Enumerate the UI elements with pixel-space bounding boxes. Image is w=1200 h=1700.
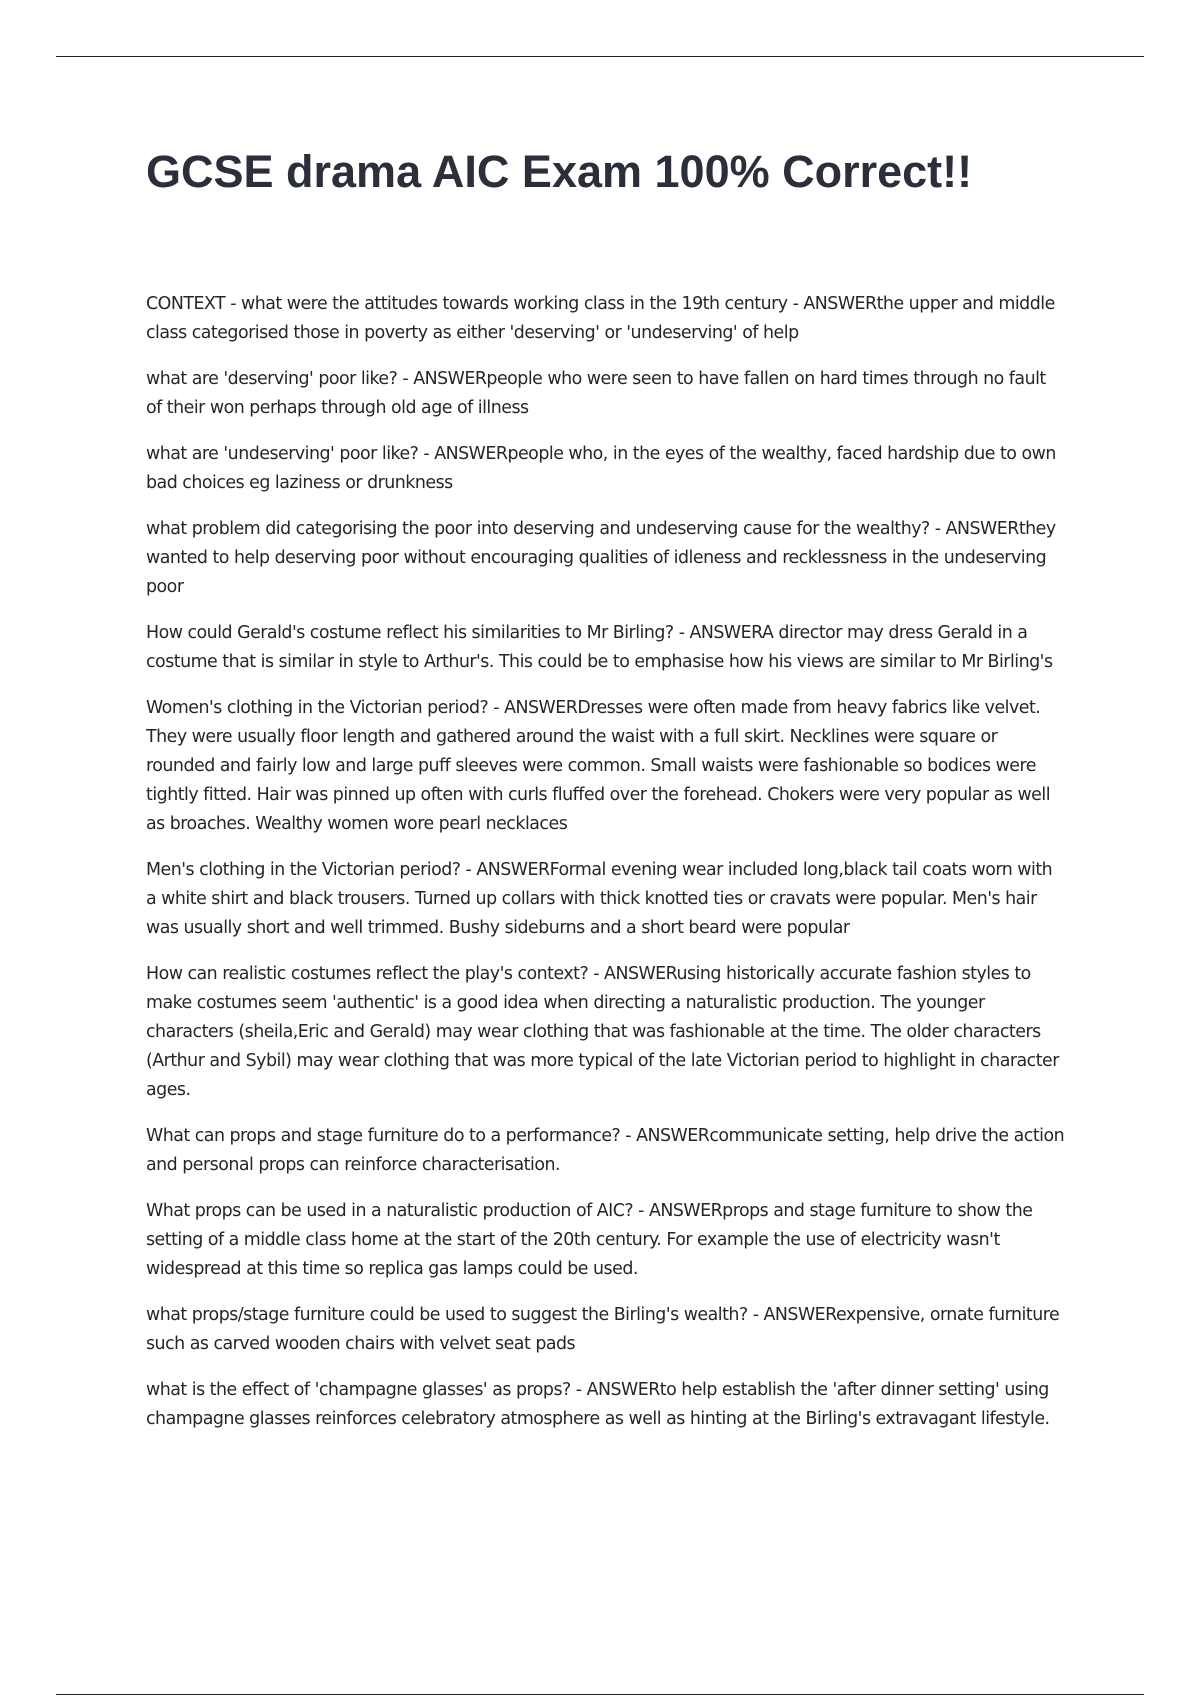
- qa-item: what are 'deserving' poor like? - ANSWERpeople who were seen to have fallen on hard times through no fault of their won perhaps through old age of illness: [146, 369, 1046, 418]
- page-title: GCSE drama AIC Exam 100% Correct!!: [146, 146, 973, 197]
- bottom-rule: [56, 1694, 1144, 1695]
- qa-item: How can realistic costumes reflect the play's context? - ANSWERusing historically accurate fashion styles to make costumes seem 'authentic' is a good idea when directing a naturalistic production. The younger characters (sheila,Eric and Gerald) may wear clothing that was fashionable at the time. The older characters (Arthur and Sybil) may wear clothing that was more typical of the late Victorian period to highlight in character ages.: [146, 964, 1059, 1100]
- qa-item: What can props and stage furniture do to a performance? - ANSWERcommunicate setting, help drive the action and personal props can reinforce characterisation.: [146, 1126, 1065, 1175]
- qa-list: [146, 290, 1066, 1451]
- qa-item: Women's clothing in the Victorian period? - ANSWERDresses were often made from heavy fabrics like velvet. They were usually floor length and gathered around the waist with a full skirt. Necklines were square or rounded and fairly low and large puff sleeves were common. Small waists were fashionable so bodices were tightly fitted. Hair was pinned up often with curls fluffed over the forehead. Chokers were very popular as well as broaches. Wealthy women wore pearl necklaces: [146, 698, 1051, 834]
- qa-item: what problem did categorising the poor into deserving and undeserving cause for the wealthy? - ANSWERthey wanted to help deserving poor without encouraging qualities of idleness and recklessness in the undeserving poor: [146, 519, 1056, 597]
- qa-item: what are 'undeserving' poor like? - ANSWERpeople who, in the eyes of the wealthy, faced hardship due to own bad choices eg laziness or drunkness: [146, 444, 1056, 493]
- qa-item: Men's clothing in the Victorian period? - ANSWERFormal evening wear included long,black tail coats worn with a white shirt and black trousers. Turned up collars with thick knotted ties or cravats were popular. Men's hair was usually short and well trimmed. Bushy sideburns and a short beard were popular: [146, 860, 1053, 938]
- top-rule: [56, 56, 1144, 57]
- qa-item: what props/stage furniture could be used to suggest the Birling's wealth? - ANSWERexpensive, ornate furniture such as carved wooden chairs with velvet seat pads: [146, 1305, 1060, 1354]
- qa-item: How could Gerald's costume reflect his similarities to Mr Birling? - ANSWERA director may dress Gerald in a costume that is similar in style to Arthur's. This could be to emphasise how his views are similar to Mr Birling's: [146, 623, 1053, 672]
- qa-item: What props can be used in a naturalistic production of AIC? - ANSWERprops and stage furniture to show the setting of a middle class home at the start of the 20th century. For example the use of electricity wasn't widespread at this time so replica gas lamps could be used.: [146, 1201, 1033, 1279]
- qa-item: what is the effect of 'champagne glasses' as props? - ANSWERto help establish the 'after dinner setting' using champagne glasses reinforces celebratory atmosphere as well as hinting at the Birling's extravagant lifestyle.: [146, 1380, 1050, 1429]
- qa-item: CONTEXT - what were the attitudes towards working class in the 19th century - ANSWERthe upper and middle class categorised those in poverty as either 'deserving' or 'undeserving' of help: [146, 294, 1055, 343]
